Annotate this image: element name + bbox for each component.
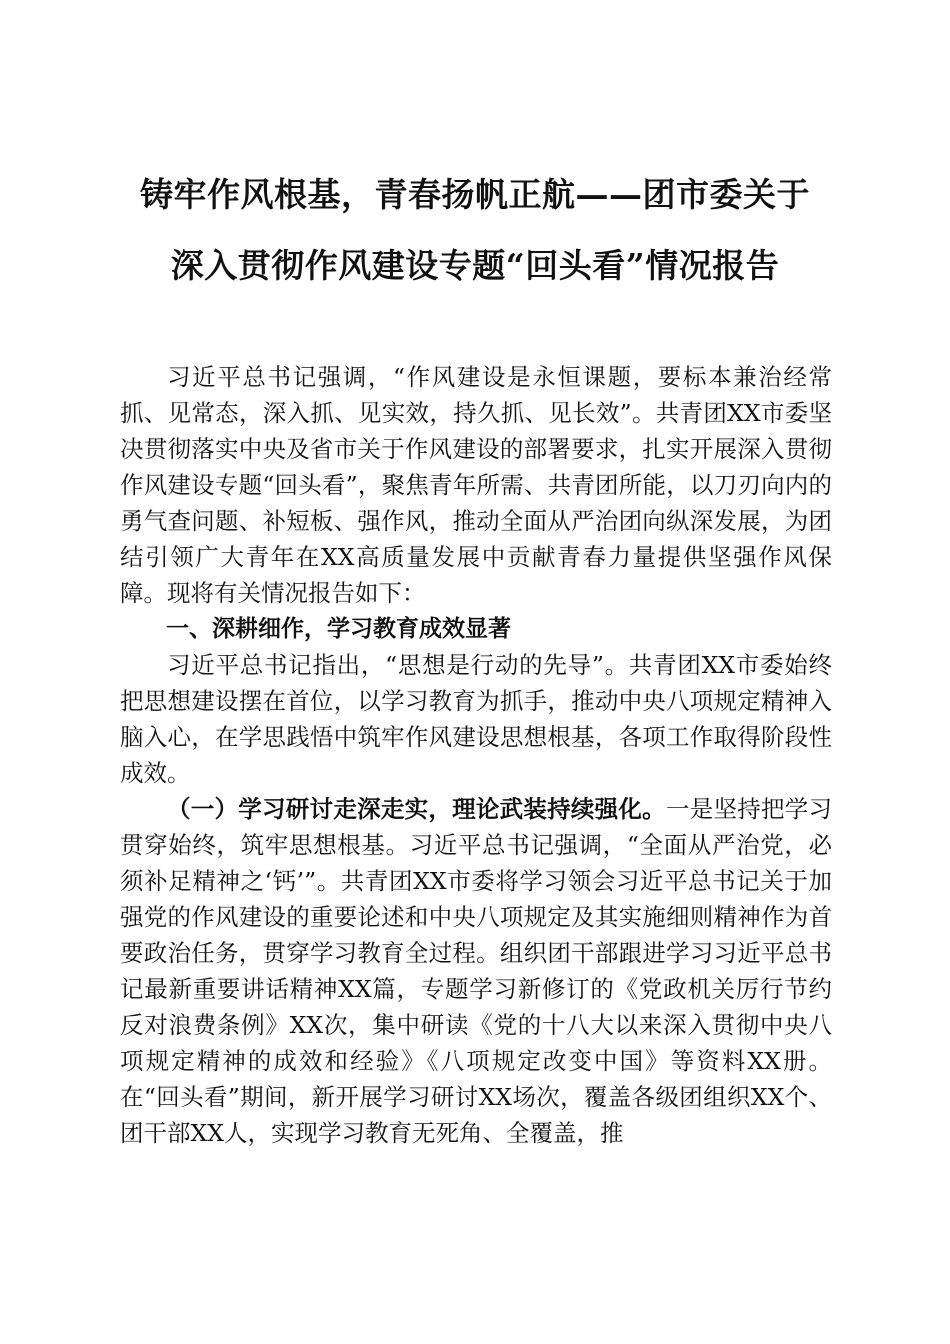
section-heading: 一、深耕细作，学习教育成效显著	[166, 616, 511, 642]
subsection-lead: （一）学习研讨走深走实，理论武装持续强化。	[167, 795, 666, 823]
document-title-line-2: 深入贯彻作风建设专题“回头看”情况报告	[170, 246, 780, 285]
document-title-line-1: 铸牢作风根基，青春扬帆正航——团市委关于	[140, 175, 810, 214]
intro-paragraph: 习近平总书记强调，“作风建设是永恒课题，要标本兼治经常抓、见常态，深入抓、见实效，持久抓、见长效”。共青团XX市委坚决贯彻落实中央及省市关于作风建设的部署要求，扎实开展深入贯彻作风建设专题“回头看”，聚焦青年所需、共青团所能，以刀刃向内的勇气查问题、补短板、强作风，推动全面从严治团向纵深发展，为团结引领广大青年在XX高质量发展中贡献青春力量提供坚强作风保障。现将有关情况报告如下：	[120, 363, 832, 607]
subsection-paragraph	[120, 791, 832, 1151]
subsection-text: 一是坚持把学习贯穿始终，筑牢思想根基。习近平总书记强调，“全面从严治党，必须补足精神之‘钙’”。共青团XX市委将学习领会习近平总书记关于加强党的作风建设的重要论述和中央八项规定及其实施细则精神作为首要政治任务，贯穿学习教育全过程。组织团干部跟进学习习近平总书记最新重要讲话精神XX篇，专题学习新修订的《党政机关厉行节约反对浪费条例》XX次，集中研读《党的十八大以来深入贯彻中央八项规定精神的成效和经验》《八项规定改变中国》等资料XX册。在“回头看”期间，新开展学习研讨XX场次，覆盖各级团组织XX个、团干部XX人，实现学习教育无死角、全覆盖，推	[120, 795, 833, 1147]
section-intro-paragraph: 习近平总书记指出，“思想是行动的先导”。共青团XX市委始终把思想建设摆在首位，以学习教育为抓手，推动中央八项规定精神入脑入心，在学思践悟中筑牢作风建设思想根基，各项工作取得阶段性成效。	[120, 651, 832, 787]
document-body	[120, 359, 832, 1151]
